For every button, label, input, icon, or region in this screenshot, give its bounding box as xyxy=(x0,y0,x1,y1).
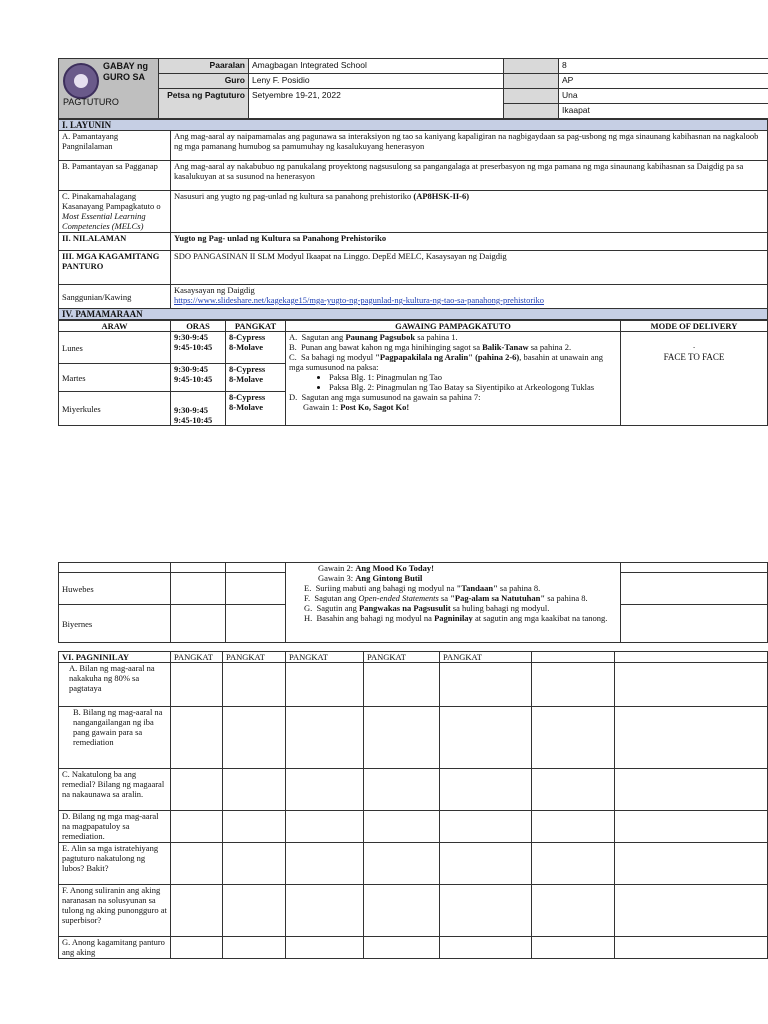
label-melcs: C. Pinakamahalagang Kasanayang Pampagkatuto o Most Essential Learning Competencies (MELCs) xyxy=(59,191,171,233)
pangkat-header-1: PANGKAT xyxy=(171,652,223,663)
pangkat-lunes: 8-Cypress 8-Molave xyxy=(226,332,286,364)
answer-cell[interactable] xyxy=(171,843,223,885)
answer-cell[interactable] xyxy=(286,885,364,937)
gawain-g: G. Sagutin ang Pangwakas na Pagsusulit sa huling bahagi ng modyul. xyxy=(304,603,550,613)
reflection-item-d: D. Bilang ng mga mag-aaral na magpapatuloy sa remediation. xyxy=(59,811,171,843)
answer-cell[interactable] xyxy=(440,769,532,811)
answer-cell[interactable] xyxy=(615,707,768,769)
pagninilay-table xyxy=(58,651,768,959)
logo-line-3: PAGTUTURO xyxy=(63,97,119,107)
answer-cell[interactable] xyxy=(615,769,768,811)
blank-mode-cell xyxy=(621,563,768,573)
answer-cell[interactable] xyxy=(532,885,615,937)
label-pamantayan-sa-pagganap: B. Pamantayan sa Pagganap xyxy=(59,161,171,191)
lesson-plan-page-1 xyxy=(58,58,768,426)
pangkat-martes: 8-Cypress 8-Molave xyxy=(226,364,286,392)
week-label-cell xyxy=(504,89,559,104)
mode-dot: . xyxy=(692,340,696,350)
reflection-item-e: E. Alin sa mga istratehiyang pagtuturo nakatulong ng lubos? Bakit? xyxy=(59,843,171,885)
answer-cell[interactable] xyxy=(532,937,615,959)
col-oras: ORAS xyxy=(171,321,226,332)
answer-cell[interactable] xyxy=(364,663,440,707)
answer-cell[interactable] xyxy=(364,885,440,937)
value-paaralan: Amagbagan Integrated School xyxy=(249,59,504,74)
mode-biyernes xyxy=(621,605,768,643)
section-layunin: I. LAYUNIN xyxy=(59,120,768,131)
gawain-2: Gawain 2: Ang Mood Ko Today! xyxy=(318,563,434,573)
answer-cell[interactable] xyxy=(364,707,440,769)
reflection-item-b: B. Bilang ng mag-aaral na nangangailangan ng iba pang gawain para sa remediation xyxy=(59,707,171,769)
answer-cell[interactable] xyxy=(171,937,223,959)
section-nilalaman: II. NILALAMAN xyxy=(59,233,171,251)
answer-cell[interactable] xyxy=(440,843,532,885)
gawain-h: H. Basahin ang bahagi ng modyul na Pagninilay at sagutin ang mga kaakibat na tanong. xyxy=(304,613,608,623)
text-pamantayan-sa-pagganap: Ang mag-aaral ay nakabubuo ng panukalang proyektong nagsusulong sa pangangalaga at preserbasyon ng mga pamana ng mga sinaunang kabihasnan sa Daigdig pa sa kasalukuyan at sa susunod na henerasyon xyxy=(171,161,768,191)
value-guro: Leny F. Posidio xyxy=(249,74,504,89)
pangkat-huwebes xyxy=(226,573,286,605)
answer-cell[interactable] xyxy=(286,937,364,959)
quarter-label-cell xyxy=(504,104,559,119)
grade-label-cell xyxy=(504,59,559,74)
lesson-plan-page-2 xyxy=(58,562,768,959)
value-linggo: Una xyxy=(559,89,768,104)
answer-cell[interactable] xyxy=(615,663,768,707)
answer-cell[interactable] xyxy=(286,769,364,811)
pangkat-header-4: PANGKAT xyxy=(364,652,440,663)
layunin-table xyxy=(58,119,768,320)
answer-cell[interactable] xyxy=(440,811,532,843)
paksa-1: • Paksa Blg. 1: Pinagmulan ng Tao xyxy=(329,372,617,382)
gawain-1: Gawain 1: Post Ko, Sagot Ko! xyxy=(303,402,410,412)
blank-header-6 xyxy=(532,652,615,663)
reflection-item-g: G. Anong kagamitang panturo ang aking xyxy=(59,937,171,959)
gawain-3: Gawain 3: Ang Gintong Butil xyxy=(318,573,423,583)
answer-cell[interactable] xyxy=(364,843,440,885)
value-baitang: 8 xyxy=(559,59,768,74)
answer-cell[interactable] xyxy=(440,937,532,959)
blank-header-7 xyxy=(615,652,768,663)
mode-value: FACE TO FACE xyxy=(663,352,725,362)
label-sanggunian: Sanggunian/Kawing xyxy=(59,285,171,309)
answer-cell[interactable] xyxy=(532,663,615,707)
pangkat-miyerkules: 8-Cypress 8-Molave xyxy=(226,392,286,426)
gawain-d: D. Sagutan ang mga sumusunod na gawain sa pahina 7: xyxy=(289,392,481,402)
mode-of-delivery xyxy=(621,332,768,426)
answer-cell[interactable] xyxy=(223,707,286,769)
answer-cell[interactable] xyxy=(223,937,286,959)
gawain-f: F. Sagutan ang Open-ended Statements sa "Pag-alam sa Natutuhan" sa pahina 8. xyxy=(304,593,588,603)
answer-cell[interactable] xyxy=(364,811,440,843)
section-pagninilay: VI. PAGNINILAY xyxy=(59,652,171,663)
col-araw: ARAW xyxy=(59,321,171,332)
col-pangkat: PANGKAT xyxy=(226,321,286,332)
answer-cell[interactable] xyxy=(440,885,532,937)
pangkat-header-2: PANGKAT xyxy=(223,652,286,663)
continued-activities-table xyxy=(58,562,768,643)
section-pamamaraan: IV. PAMAMARAAN xyxy=(59,309,768,320)
answer-cell[interactable] xyxy=(286,843,364,885)
label-guro: Guro xyxy=(159,74,249,89)
pangkat-header-5: PANGKAT xyxy=(440,652,532,663)
pamamaraan-table xyxy=(58,320,768,426)
answer-cell[interactable] xyxy=(532,769,615,811)
day-lunes: Lunes xyxy=(59,332,171,364)
answer-cell[interactable] xyxy=(171,885,223,937)
oras-lunes: 9:30-9:45 9:45-10:45 xyxy=(171,332,226,364)
text-melcs: Nasusuri ang yugto ng pag-unlad ng kultura sa panahong prehistoriko (AP8HSK-II-6) xyxy=(171,191,768,233)
deped-seal-icon xyxy=(63,63,99,99)
text-nilalaman: Yugto ng Pag- unlad ng Kultura sa Panahong Prehistoriko xyxy=(171,233,768,251)
answer-cell[interactable] xyxy=(171,811,223,843)
oras-huwebes xyxy=(171,573,226,605)
answer-cell[interactable] xyxy=(532,707,615,769)
blank-oras-cell xyxy=(171,563,226,573)
answer-cell[interactable] xyxy=(286,811,364,843)
answer-cell[interactable] xyxy=(532,843,615,885)
blank-pangkat-cell xyxy=(226,563,286,573)
oras-biyernes xyxy=(171,605,226,643)
subject-label-cell xyxy=(504,74,559,89)
col-mode: MODE OF DELIVERY xyxy=(621,321,768,332)
reflection-item-a: A. Bilan ng mag-aaral na nakakuha ng 80% sa pagtataya xyxy=(59,663,171,707)
reflection-item-c: C. Nakatulong ba ang remedial? Bilang ng magaaral na nakaunawa sa aralin. xyxy=(59,769,171,811)
day-biyernes: Biyernes xyxy=(59,605,171,643)
gawain-e: E. Suriing mabuti ang bahagi ng modyul na "Tandaan" sa pahina 8. xyxy=(304,583,541,593)
answer-cell[interactable] xyxy=(286,663,364,707)
sanggunian-link[interactable]: https://www.slideshare.net/kagekage15/mga-yugto-ng-pagunlad-ng-kultura-ng-tao-sa-panahong-prehistoriko xyxy=(174,295,545,305)
gawain-b: B. Punan ang bawat kahon ng mga hinihinging sagot sa Balik-Tanaw sa pahina 2. xyxy=(289,342,572,352)
answer-cell[interactable] xyxy=(440,663,532,707)
gawain-a: A. Sagutan ang Paunang Pagsubok sa pahina 1. xyxy=(289,332,458,342)
label-petsa: Petsa ng Pagtuturo xyxy=(159,89,249,119)
answer-cell[interactable] xyxy=(364,937,440,959)
paksa-list xyxy=(289,372,617,392)
pangkat-header-3: PANGKAT xyxy=(286,652,364,663)
answer-cell[interactable] xyxy=(223,843,286,885)
answer-cell[interactable] xyxy=(615,811,768,843)
answer-cell[interactable] xyxy=(223,885,286,937)
blank-day-cell xyxy=(59,563,171,573)
answer-cell[interactable] xyxy=(223,811,286,843)
gawain-c: C. Sa bahagi ng modyul "Pagpapakilala ng Aralin" (pahina 2-6), basahin at unawain ang mga sumusunod na paksa: xyxy=(289,352,604,372)
col-gawain: GAWAING PAMPAGKATUTO xyxy=(286,321,621,332)
school-logo-cell xyxy=(59,59,159,119)
mode-huwebes xyxy=(621,573,768,605)
answer-cell[interactable] xyxy=(286,707,364,769)
answer-cell[interactable] xyxy=(364,769,440,811)
logo-line-2: GURO SA xyxy=(103,72,146,82)
answer-cell[interactable] xyxy=(223,769,286,811)
logo-line-1: GABAY ng xyxy=(103,61,149,71)
gawain-list-continued xyxy=(286,563,621,643)
value-markahan: Ikaapat xyxy=(559,104,768,119)
answer-cell[interactable] xyxy=(171,769,223,811)
gawain-list xyxy=(286,332,621,426)
answer-cell[interactable] xyxy=(532,811,615,843)
text-sanggunian xyxy=(171,285,768,309)
answer-cell[interactable] xyxy=(171,663,223,707)
oras-miyerkules: 9:30-9:45 9:45-10:45 xyxy=(171,392,226,426)
answer-cell[interactable] xyxy=(440,707,532,769)
header-table xyxy=(58,58,768,119)
section-kagamitang-panturo: III. MGA KAGAMITANG PANTURO xyxy=(59,251,171,285)
value-asignatura: AP xyxy=(559,74,768,89)
answer-cell[interactable] xyxy=(223,663,286,707)
reflection-item-f: F. Anong suliranin ang aking naranasan na solusyunan sa tulong ng aking punongguro at superbisor? xyxy=(59,885,171,937)
answer-cell[interactable] xyxy=(615,843,768,885)
answer-cell[interactable] xyxy=(171,707,223,769)
answer-cell[interactable] xyxy=(615,885,768,937)
value-petsa: Setyembre 19-21, 2022 xyxy=(249,89,504,119)
day-martes: Martes xyxy=(59,364,171,392)
label-paaralan: Paaralan xyxy=(159,59,249,74)
text-kagamitang-panturo: SDO PANGASINAN II SLM Modyul Ikaapat na Linggo. DepEd MELC, Kasaysayan ng Daigdig xyxy=(171,251,768,285)
day-huwebes: Huwebes xyxy=(59,573,171,605)
label-pamantayang-pangnilalaman: A. Pamantayang Pangnilalaman xyxy=(59,131,171,161)
day-miyerkules: Miyerkules xyxy=(59,392,171,426)
oras-martes: 9:30-9:45 9:45-10:45 xyxy=(171,364,226,392)
paksa-2: • Paksa Blg. 2: Pinagmulan ng Tao Batay sa Siyentipiko at Arkeologong Tuklas xyxy=(329,382,617,392)
sanggunian-title: Kasaysayan ng Daigdig xyxy=(174,285,255,295)
pangkat-biyernes xyxy=(226,605,286,643)
answer-cell[interactable] xyxy=(615,937,768,959)
text-pamantayang-pangnilalaman: Ang mag-aaral ay naipamamalas ang pagunawa sa interaksiyon ng tao sa kaniyang kapaligiran na nagbigaydaan sa pag-usbong ng mga sinaunang kabihasnan na nagkaloob ng mga pamanang humubog sa pamumuhay ng kasalukuyang henerasyon xyxy=(171,131,768,161)
